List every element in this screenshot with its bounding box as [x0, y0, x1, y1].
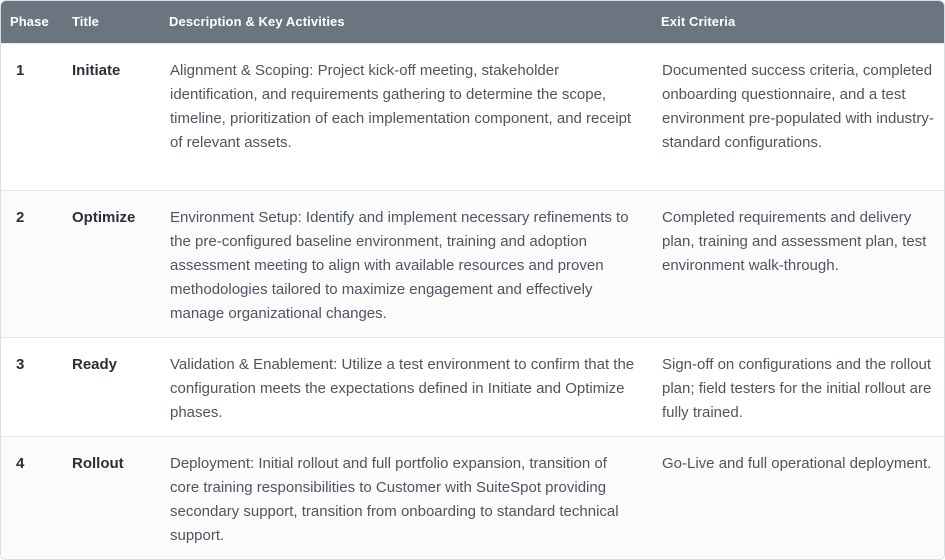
phase-description: Deployment: Initial rollout and full portfolio expansion, transition of core training responsibilities to Customer with SuiteSpot providing secondary support, transition from onboarding to standard technical support.	[170, 455, 619, 544]
table-header	[1, 1, 944, 43]
phase-description: Alignment & Scoping: Project kick-off meeting, stakeholder identification, and requirements gathering to determine the scope, timeline, prioritization of each implementation component, and receipt of relevant assets.	[170, 62, 632, 151]
phase-description: Validation & Enablement: Utilize a test environment to confirm that the configuration meets the expectations defined in Initiate and Optimize phases.	[170, 356, 635, 421]
phase-description: Environment Setup: Identify and implement necessary refinements to the pre-configured baseline environment, training and adoption assessment meeting to align with available resources and proven methodologies tailored to maximize engagement and effectively manage organizational changes.	[170, 209, 629, 322]
phase-exit-criteria: Documented success criteria, completed onboarding questionnaire, and a test environment pre-populated with industry-standard configurations.	[662, 62, 934, 151]
phase-number: 4	[16, 455, 25, 472]
phase-exit-criteria: Completed requirements and delivery plan, training and assessment plan, test environment walk-through.	[662, 209, 927, 274]
header-exit-criteria: Exit Criteria	[661, 14, 736, 29]
phase-exit-criteria: Go-Live and full operational deployment.	[662, 455, 932, 472]
header-title: Title	[72, 14, 99, 29]
phase-title: Ready	[72, 356, 118, 373]
phase-number: 2	[16, 209, 25, 226]
table-row-initiate	[1, 43, 944, 190]
phase-number: 1	[16, 62, 25, 79]
header-description: Description & Key Activities	[169, 14, 345, 29]
phase-title: Optimize	[72, 209, 136, 226]
table-row-optimize	[1, 190, 944, 337]
phase-title: Initiate	[72, 62, 121, 79]
table-row-ready	[1, 337, 944, 436]
header-phase: Phase	[10, 14, 49, 29]
phase-exit-criteria: Sign-off on configurations and the rollout plan; field testers for the initial rollout are fully trained.	[662, 356, 932, 421]
table-row-rollout	[1, 436, 944, 559]
phase-number: 3	[16, 356, 25, 373]
phase-title: Rollout	[72, 455, 124, 472]
